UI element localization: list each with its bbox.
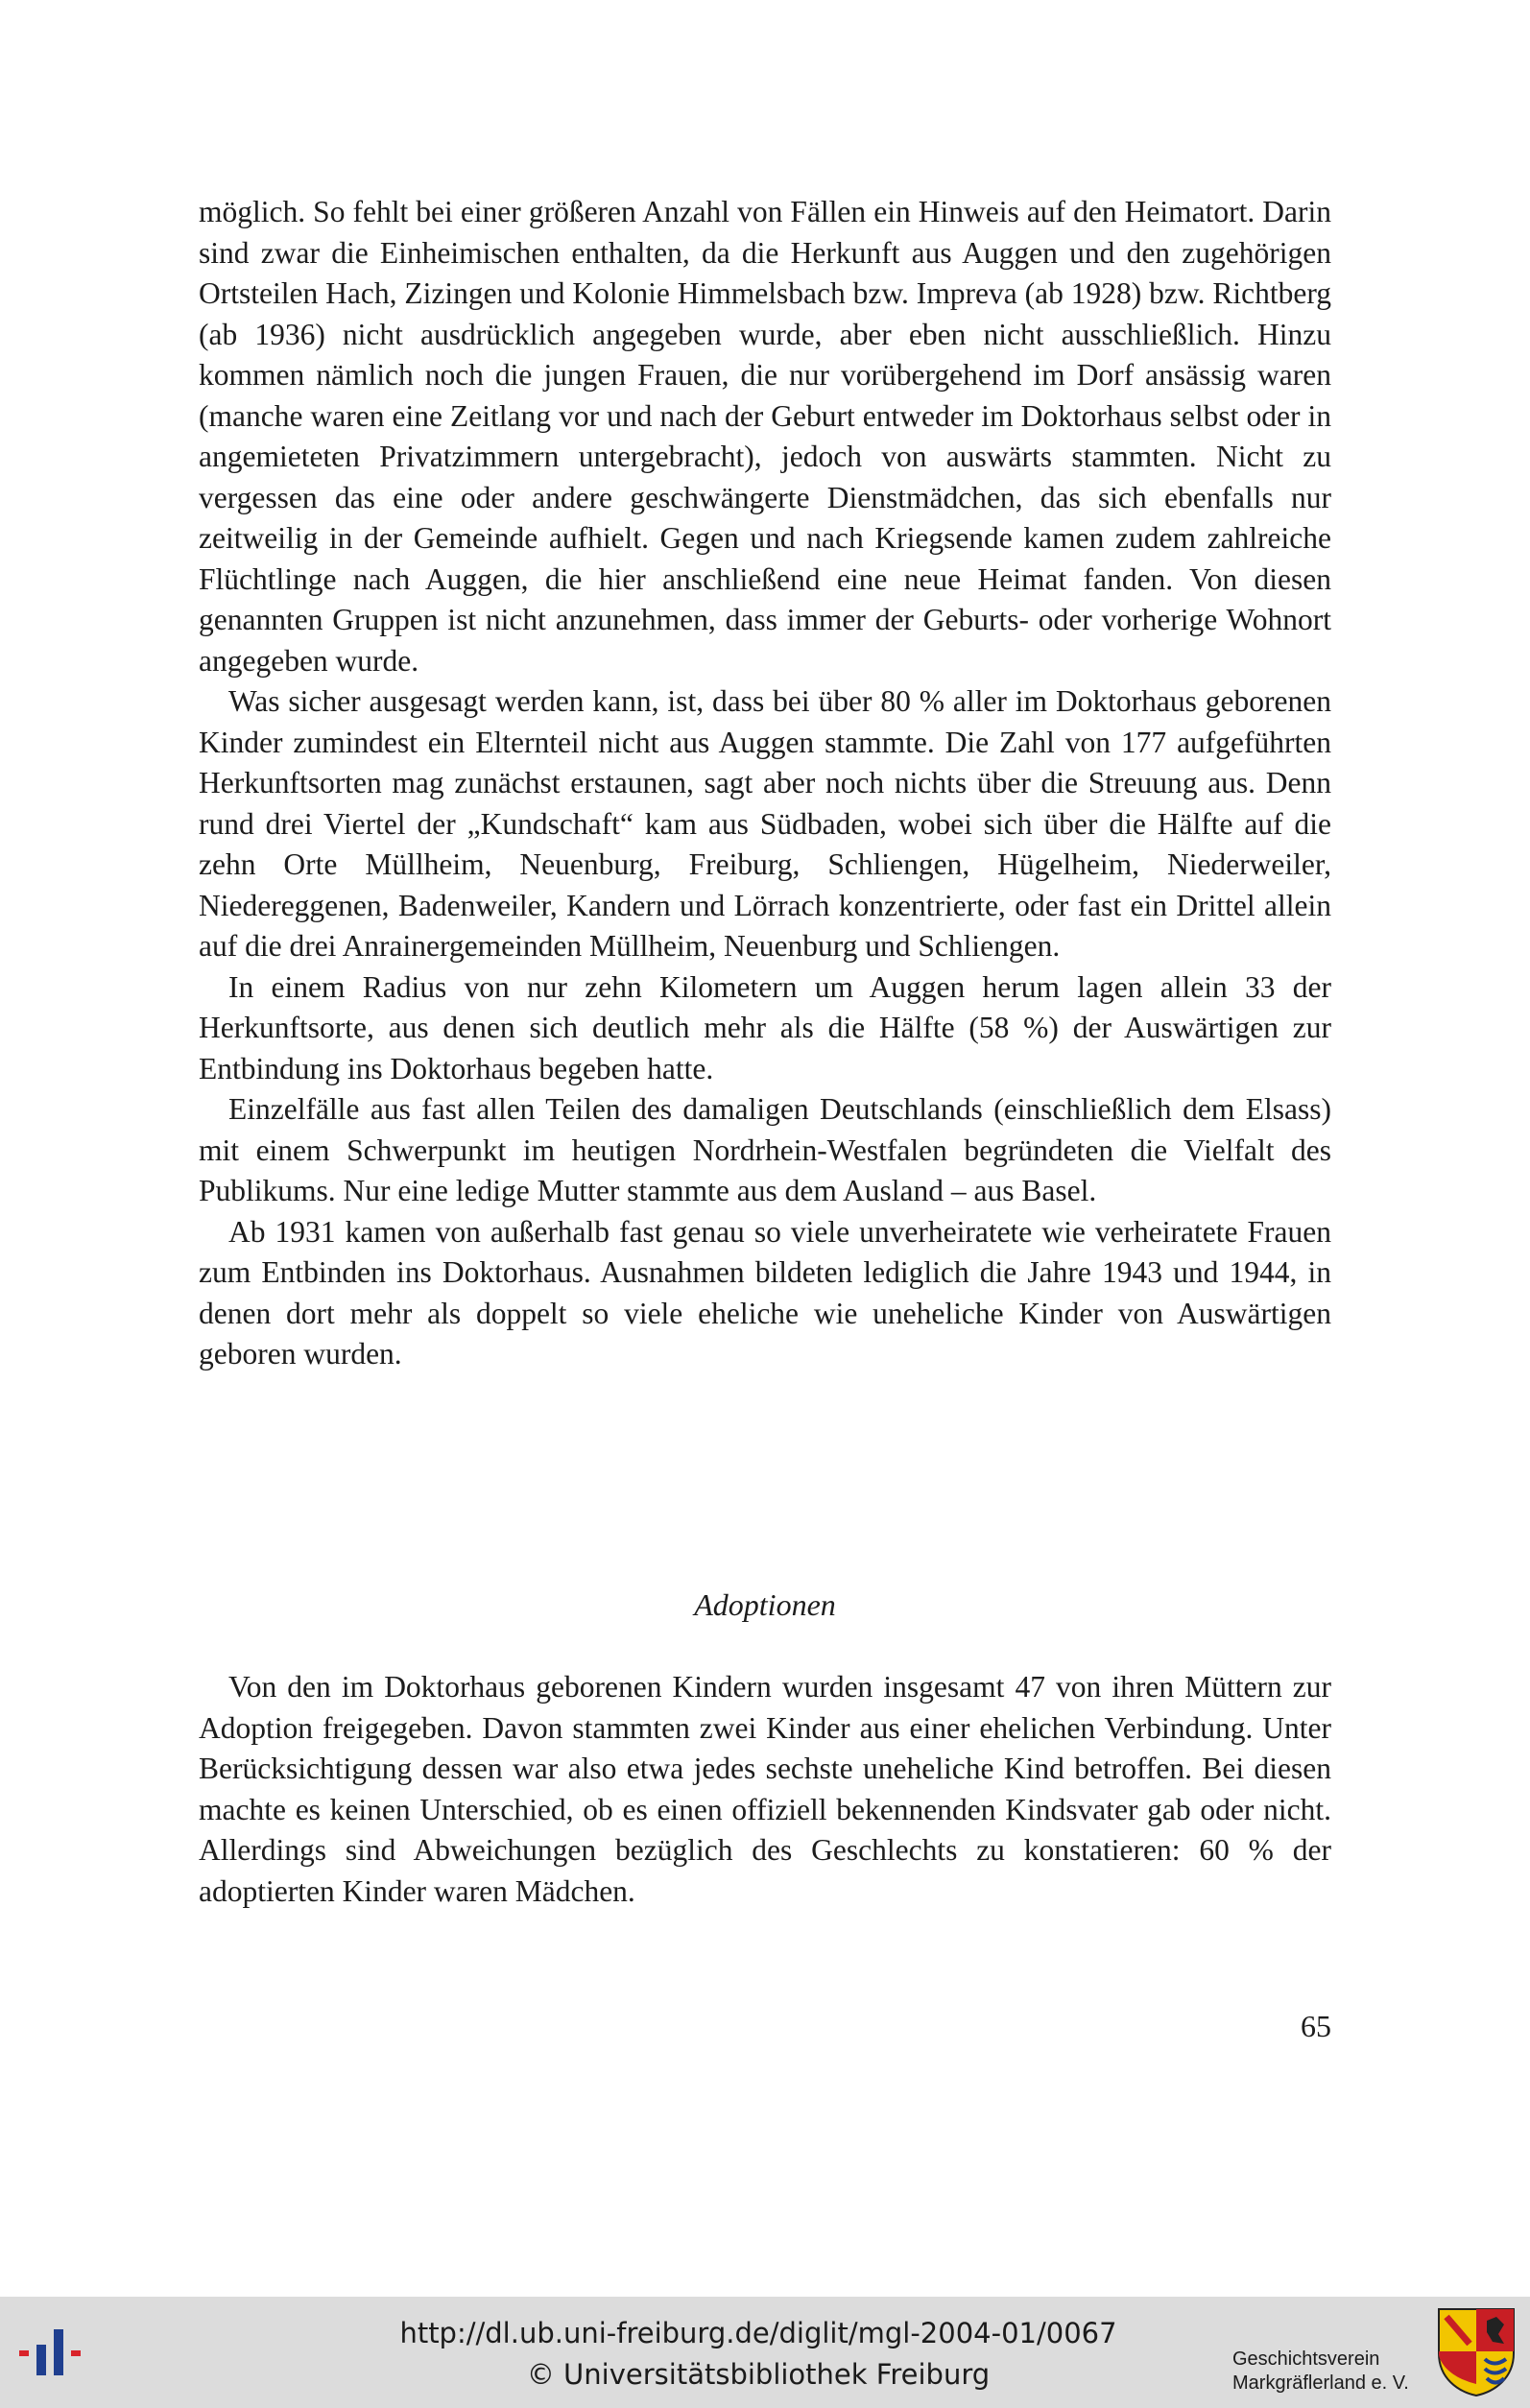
- paragraph: Ab 1931 kamen von außerhalb fast genau so viele unverheiratete wie verheiratete Frauen zum Entbinden ins Doktorhaus. Ausnahmen bildeten lediglich die Jahre 1943 und 1944, in denen dort mehr als doppelt so viele eheliche wie uneheliche Kinder von Auswärtigen geboren wurden.: [199, 1214, 1331, 1371]
- footer-copyright: © Universitätsbibliothek Freiburg: [526, 2358, 991, 2391]
- society-name: [1232, 2348, 1444, 2396]
- coat-of-arms-icon: [1437, 2307, 1516, 2397]
- paragraph: Von den im Doktorhaus geborenen Kindern wurden insgesamt 47 von ihren Müttern zur Adoption freigegeben. Davon stammten zwei Kinder aus einer ehelichen Verbindung. Unter Berücksichtigung dessen war also etwa jedes sechste uneheliche Kind betroffen. Bei diesen machte es keinen Unterschied, ob es einen offiziell bekennenden Kindsvater gab oder nicht. Allerdings sind Abweichungen bezüglich des Geschlechts zu konstatieren: 60 % der adoptierten Kinder waren Mädchen.: [199, 1670, 1331, 1908]
- society-name-line: Geschichtsverein: [1232, 2348, 1380, 2370]
- section-heading: Adoptionen: [694, 1587, 836, 1622]
- footer-bar: [0, 2297, 1530, 2408]
- paragraph: möglich. So fehlt bei einer größeren Anzahl von Fällen ein Hinweis auf den Heimatort. Darin sind zwar die Einheimischen enthalten, da die Herkunft aus Auggen und den zugehörigen Ortsteilen Hach, Zizingen und Kolonie Himmelsbach bzw. Impreva (ab 1928) bzw. Richtberg (ab 1936) nicht ausdrücklich angegeben wurde, aber eben nicht ausschließlich. Hinzu kommen nämlich noch die jungen Frauen, die nur vorübergehend im Dorf ansässig waren (manche waren eine Zeitlang vor und nach der Geburt entweder im Doktorhaus selbst oder in angemieteten Privatzimmern untergebracht), jedoch von auswärts stammten. Nicht zu vergessen das eine oder andere geschwängerte Dienstmädchen, das sich ebenfalls nur zeitweilig in der Gemeinde aufhielt. Gegen und nach Kriegsende kamen zudem zahlreiche Flüchtlinge nach Auggen, die hier anschließend eine neue Heimat fanden. Von diesen genannten Gruppen ist nicht anzunehmen, dass immer der Geburts- oder vorherige Wohnort angegeben wurde.: [199, 195, 1331, 678]
- footer-url-link[interactable]: http://dl.ub.uni-freiburg.de/diglit/mgl-2004-01/0067: [399, 2317, 1117, 2349]
- body-text-section-2: [199, 1667, 1331, 1912]
- paragraph: In einem Radius von nur zehn Kilometern um Auggen herum lagen allein 33 der Herkunftsorte, aus denen sich deutlich mehr als die Hälfte (58 %) der Auswärtigen zur Entbindung ins Doktorhaus begeben hatte.: [199, 969, 1331, 1085]
- page-number: 65: [1301, 2009, 1331, 2043]
- body-text-section-1: [199, 192, 1331, 1375]
- paragraph: Einzelfälle aus fast allen Teilen des damaligen Deutschlands (einschließlich dem Elsass) mit einem Schwerpunkt im heutigen Nordrhein-Westfalen begründeten die Vielfalt des Publikums. Nur eine ledige Mutter stammte aus dem Ausland – aus Basel.: [199, 1092, 1331, 1207]
- library-logo-icon: [17, 2312, 104, 2393]
- paragraph: Was sicher ausgesagt werden kann, ist, dass bei über 80 % aller im Doktorhaus geborenen Kinder zumindest ein Elternteil nicht aus Auggen stammte. Die Zahl von 177 aufgeführten Herkunftsorten mag zunächst erstaunen, sagt aber noch nichts über die Streuung aus. Denn rund drei Viertel der „Kundschaft“ kam aus Südbaden, wobei sich über die Hälfte auf die zehn Orte Müllheim, Neuenburg, Freiburg, Schliengen, Hügelheim, Niederweiler, Niedereggenen, Badenweiler, Kandern und Lörrach konzentrierte, oder fast ein Drittel allein auf die drei Anrainergemeinden Müllheim, Neuenburg und Schliengen.: [199, 684, 1331, 963]
- society-name-line: Markgräflerland e. V.: [1232, 2372, 1409, 2394]
